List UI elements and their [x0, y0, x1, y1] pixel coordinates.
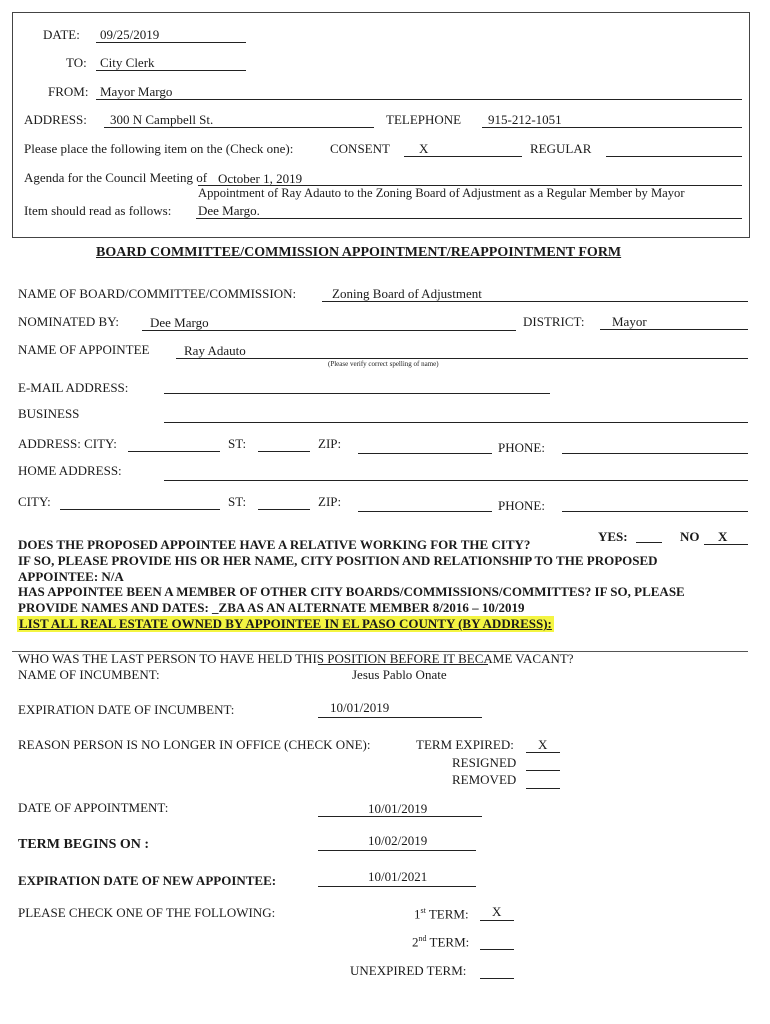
agenda-label: Agenda for the Council Meeting of	[24, 170, 208, 185]
date-appt-label: DATE OF APPOINTMENT:	[18, 800, 169, 815]
nominated-value: Dee Margo	[150, 315, 209, 330]
telephone-label: TELEPHONE	[386, 112, 462, 127]
term-expired-label: TERM EXPIRED:	[416, 737, 514, 752]
incumbent-line	[318, 664, 488, 665]
from-line	[96, 99, 742, 100]
term-expired-line	[526, 752, 560, 753]
date-line	[96, 42, 246, 43]
address-value: 300 N Campbell St.	[110, 112, 214, 127]
appointee-label: NAME OF APPOINTEE	[18, 342, 150, 357]
term-begins-value: 10/02/2019	[368, 833, 428, 848]
district-value: Mayor	[612, 314, 647, 329]
incumbent-value: Jesus Pablo Onate	[352, 667, 447, 682]
no-mark: X	[718, 529, 728, 544]
board-value: Zoning Board of Adjustment	[332, 286, 482, 301]
resigned-label: RESIGNED	[452, 755, 517, 770]
item-line1: Appointment of Ray Adauto to the Zoning Board of Adjustment as a Regular Member by Mayor	[198, 186, 685, 200]
exp-incumbent-label: EXPIRATION DATE OF INCUMBENT:	[18, 702, 235, 717]
home-address-line	[164, 480, 748, 481]
term-begins-label: TERM BEGINS ON :	[18, 837, 150, 852]
phone-label-2: PHONE:	[498, 498, 545, 513]
st-line-2	[258, 509, 310, 510]
business-label: BUSINESS	[18, 406, 80, 421]
district-label: DISTRICT:	[523, 314, 585, 329]
term-begins-line	[318, 850, 476, 851]
address-city-line	[128, 451, 220, 452]
incumbent-label: NAME OF INCUMBENT:	[18, 667, 160, 682]
term-expired-mark: X	[538, 737, 548, 752]
consent-mark: X	[419, 141, 429, 156]
date-appt-value: 10/01/2019	[368, 801, 428, 816]
consent-label: CONSENT	[330, 141, 390, 156]
relative-question: DOES THE PROPOSED APPOINTEE HAVE A RELATIVE WORKING FOR THE CITY?	[18, 537, 531, 552]
agenda-value: October 1, 2019	[218, 171, 303, 186]
city-label: CITY:	[18, 494, 51, 509]
telephone-value: 915-212-1051	[488, 112, 562, 127]
form-title: BOARD COMMITTEE/COMMISSION APPOINTMENT/REAPPOINTMENT FORM	[96, 245, 622, 260]
reason-label: REASON PERSON IS NO LONGER IN OFFICE (CHECK ONE):	[18, 737, 371, 752]
exp-new-label: EXPIRATION DATE OF NEW APPOINTEE:	[18, 873, 277, 888]
exp-new-line	[318, 886, 476, 887]
phone-label-1: PHONE:	[498, 440, 545, 455]
first-term-mark: X	[492, 904, 502, 919]
appointee-value: Ray Adauto	[184, 343, 246, 358]
date-appt-line	[318, 816, 482, 817]
place-label: Please place the following item on the (Check one):	[24, 141, 294, 156]
no-label: NO	[680, 529, 700, 544]
relative-followup: IF SO, PLEASE PROVIDE HIS OR HER NAME, CITY POSITION AND RELATIONSHIP TO THE PROPOSED	[18, 553, 658, 568]
st-label-1: ST:	[228, 436, 247, 451]
member-dates: PROVIDE NAMES AND DATES: _ZBA AS AN ALTERNATE MEMBER 8/2016 – 10/2019	[18, 600, 525, 615]
nominated-label: NOMINATED BY:	[18, 314, 119, 329]
appointee-line	[176, 358, 748, 359]
item-line	[196, 218, 742, 219]
resigned-line	[526, 770, 560, 771]
st-line-1	[258, 451, 310, 452]
unexpired-label: UNEXPIRED TERM:	[350, 963, 467, 978]
zip-label-2: ZIP:	[318, 494, 342, 509]
yes-line	[636, 542, 662, 543]
member-question: HAS APPOINTEE BEEN A MEMBER OF OTHER CITY BOARDS/COMMISSIONS/COMMITTES? IF SO, PLEASE	[18, 584, 685, 599]
to-line	[96, 70, 246, 71]
unexpired-line	[480, 978, 514, 979]
check-label: PLEASE CHECK ONE OF THE FOLLOWING:	[18, 905, 276, 920]
to-label: TO:	[66, 55, 87, 70]
regular-label: REGULAR	[530, 141, 592, 156]
item-line2: Dee Margo.	[198, 203, 260, 218]
yes-label: YES:	[598, 529, 628, 544]
zip-line-2	[358, 511, 492, 512]
zip-line-1	[358, 453, 492, 454]
to-value: City Clerk	[100, 55, 155, 70]
board-line	[322, 301, 748, 302]
email-label: E-MAIL ADDRESS:	[18, 380, 129, 395]
email-line	[164, 393, 550, 394]
item-label: Item should read as follows:	[24, 203, 172, 218]
second-term-line	[480, 949, 514, 950]
district-line	[600, 329, 748, 330]
board-label: NAME OF BOARD/COMMITTEE/COMMISSION:	[18, 286, 297, 301]
second-term-label: 2nd TERM:	[412, 934, 470, 950]
removed-line	[526, 788, 560, 789]
st-label-2: ST:	[228, 494, 247, 509]
regular-line	[606, 156, 742, 157]
address-label: ADDRESS:	[24, 112, 87, 127]
city-line	[60, 509, 220, 510]
telephone-line	[482, 127, 742, 128]
no-line	[704, 544, 748, 545]
exp-new-value: 10/01/2021	[368, 869, 428, 884]
date-value: 09/25/2019	[100, 27, 160, 42]
appointee-na: APPOINTEE: N/A	[18, 569, 124, 584]
date-label: DATE:	[43, 27, 80, 42]
phone-line-2	[562, 511, 748, 512]
zip-label-1: ZIP:	[318, 436, 342, 451]
real-estate-highlight: LIST ALL REAL ESTATE OWNED BY APPOINTEE IN EL PASO COUNTY (BY ADDRESS):	[19, 616, 552, 631]
exp-incumbent-line	[318, 717, 482, 718]
phone-line-1	[562, 453, 748, 454]
first-term-label: 1st TERM:	[414, 906, 469, 922]
nominated-line	[142, 330, 516, 331]
business-line	[164, 422, 748, 423]
address-line	[104, 127, 374, 128]
from-label: FROM:	[48, 84, 89, 99]
last-person-question: WHO WAS THE LAST PERSON TO HAVE HELD THIS POSITION BEFORE IT BECAME VACANT?	[18, 651, 574, 666]
home-address-label: HOME ADDRESS:	[18, 463, 122, 478]
verify-note: (Please verify correct spelling of name)	[328, 360, 439, 368]
exp-incumbent-value: 10/01/2019	[330, 700, 390, 715]
address-city-label: ADDRESS: CITY:	[18, 436, 117, 451]
consent-line	[404, 156, 522, 157]
from-value: Mayor Margo	[100, 84, 173, 99]
first-term-line	[480, 920, 514, 921]
removed-label: REMOVED	[452, 772, 517, 787]
